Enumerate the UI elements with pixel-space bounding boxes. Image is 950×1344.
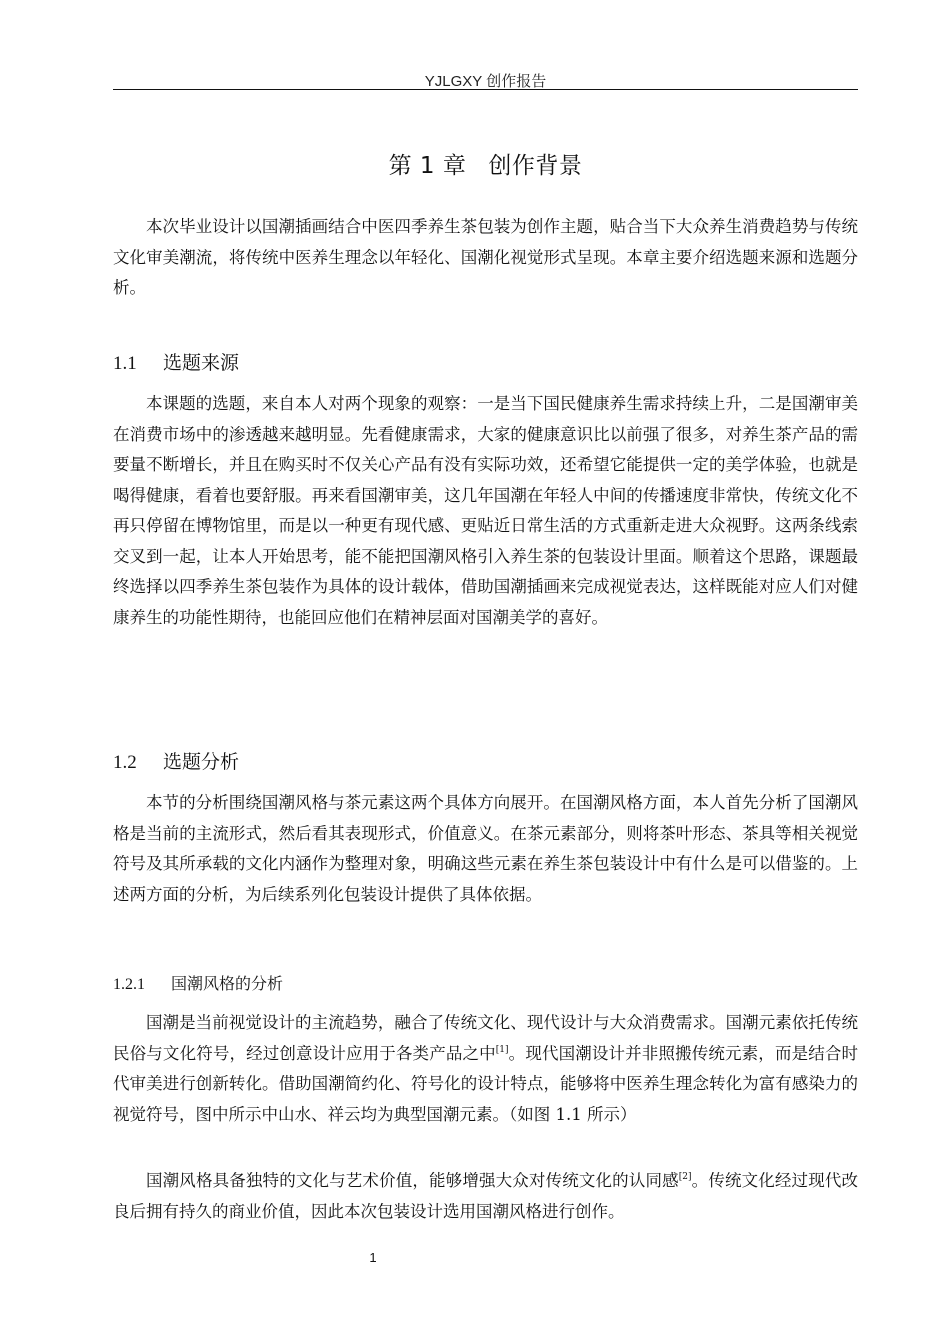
subsection-number: 1.2.1 xyxy=(113,976,145,993)
section-heading-1-1 xyxy=(113,348,239,375)
section-1-1-paragraph: 本课题的选题，来自本人对两个现象的观察：一是当下国民健康养生需求持续上升，二是国潮审美在消费市场中的渗透越来越明显。先看健康需求，大家的健康意识比以前强了很多，对养生茶产品的需要量不断增长，并且在购买时不仅关心产品有没有实际功效，还希望它能提供一定的美学体验，也就是喝得健康，看着也要舒服。再来看国潮审美，这几年国潮在年轻人中间的传播速度非常快，传统文化不再只停留在博物馆里，而是以一种更有现代感、更贴近日常生活的方式重新走进大众视野。这两条线索交叉到一起，让本人开始思考，能不能把国潮风格引入养生茶的包装设计里面。顺着这个思路，课题最终选择以四季养生茶包装作为具体的设计载体，借助国潮插画来完成视觉表达，这样既能对应人们对健康养生的功能性期待，也能回应他们在精神层面对国潮美学的喜好。 xyxy=(113,394,858,627)
header-rule xyxy=(113,89,858,90)
section-title: 选题来源 xyxy=(163,352,240,374)
section-title: 选题分析 xyxy=(163,751,240,773)
paragraph-text: 。传统文化经过现代改良后拥有持久的商业价值，因此本次包装设计选用国潮风格进行创作。 xyxy=(113,1171,859,1221)
running-header: YJLGXY 创作报告 xyxy=(424,73,547,90)
subsection-title: 国潮风格的分析 xyxy=(171,974,284,993)
section-number: 1.2 xyxy=(113,752,137,773)
section-number: 1.1 xyxy=(113,353,137,374)
subsection-1-2-1-paragraph-1 xyxy=(113,1008,858,1130)
chapter-number: 第 1 章 xyxy=(388,153,467,179)
page-number: 1 xyxy=(369,1250,377,1265)
subsection-heading-1-2-1 xyxy=(113,971,283,994)
paragraph-text: 国潮是当前视觉设计的主流趋势，融合了传统文化、现代设计与大众消费需求。国潮元素依托传统民俗与文化符号，经过创意设计应用于各类产品之中 xyxy=(113,1013,858,1063)
subsection-1-2-1-paragraph-2 xyxy=(113,1166,858,1227)
citation-ref: [2] xyxy=(678,1172,692,1182)
chapter-intro-paragraph: 本次毕业设计以国潮插画结合中医四季养生茶包装为创作主题，贴合当下大众养生消费趋势与传统文化审美潮流，将传统中医养生理念以年轻化、国潮化视觉形式呈现。本章主要介绍选题来源和选题分析。 xyxy=(113,217,858,297)
section-1-2-paragraph: 本节的分析围绕国潮风格与茶元素这两个具体方向展开。在国潮风格方面，本人首先分析了国潮风格是当前的主流形式，然后看其表现形式，价值意义。在茶元素部分，则将茶叶形态、茶具等相关视觉符号及其所承载的文化内涵作为整理对象，明确这些元素在养生茶包装设计中有什么是可以借鉴的。上述两方面的分析，为后续系列化包装设计提供了具体依据。 xyxy=(113,793,858,904)
paragraph-text: 国潮风格具备独特的文化与艺术价值，能够增强大众对传统文化的认同感 xyxy=(146,1171,679,1190)
citation-ref: [1] xyxy=(495,1044,509,1055)
section-heading-1-2 xyxy=(113,747,239,774)
chapter-title: 创作背景 xyxy=(488,153,583,179)
paragraph-text: 。现代国潮设计并非照搬传统元素，而是结合时代审美进行创新转化。借助国潮简约化、符号化的设计特点，能够将中医养生理念转化为富有感染力的视觉符号，图中所示中山水、祥云均为典型国潮元素。（如图 1.1 所示） xyxy=(113,1043,859,1124)
chapter-heading xyxy=(113,147,858,180)
